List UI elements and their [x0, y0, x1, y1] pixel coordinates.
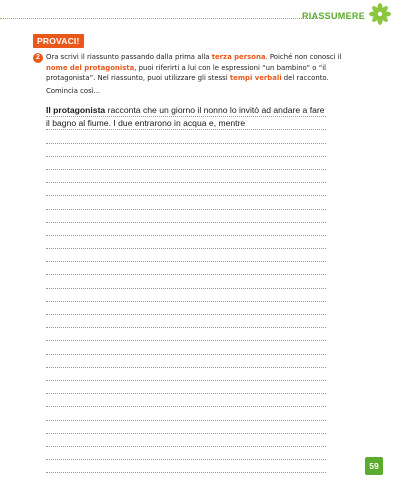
answer-line[interactable]: [46, 289, 326, 302]
answer-line[interactable]: [46, 130, 326, 143]
answer-line[interactable]: [46, 262, 326, 275]
answer-line[interactable]: [46, 183, 326, 196]
answer-line[interactable]: [46, 460, 326, 473]
answer-line[interactable]: [46, 249, 326, 262]
answer-line[interactable]: [46, 275, 326, 288]
answer-line[interactable]: [46, 421, 326, 434]
provaci-badge: PROVACI!: [33, 34, 84, 48]
leaf-icon: [369, 3, 391, 25]
answer-line[interactable]: [46, 315, 326, 328]
begin-prompt: Comincia così...: [46, 87, 101, 95]
answer-line[interactable]: [46, 157, 326, 170]
answer-line[interactable]: [46, 447, 326, 460]
answer-line[interactable]: Il protagonista racconta che un giorno il nonno lo invitò ad andare a fare: [46, 104, 326, 117]
header-dotted-rule: [0, 18, 318, 19]
exercise-number: 2: [33, 53, 43, 63]
answer-line[interactable]: [46, 407, 326, 420]
answer-line[interactable]: [46, 434, 326, 447]
answer-line[interactable]: [46, 381, 326, 394]
answer-line[interactable]: [46, 210, 326, 223]
answer-line[interactable]: il bagno al fiume. I due entrarono in acqua e, mentre: [46, 117, 326, 130]
answer-line[interactable]: [46, 223, 326, 236]
answer-line[interactable]: [46, 144, 326, 157]
page-number: 59: [365, 457, 383, 475]
answer-line[interactable]: [46, 196, 326, 209]
answer-line[interactable]: [46, 328, 326, 341]
answer-line[interactable]: [46, 368, 326, 381]
section-title: RIASSUMERE: [301, 11, 365, 21]
exercise-instructions: Ora scrivi il riassunto passando dalla prima alla terza persona. Poiché non conosci il nome del protagonista, puoi riferirti a lui con le espressioni “un bambino” o “il protagonista”. Nel riassunto, puoi utilizzare gli stessi tempi verbali del racconto.: [46, 53, 342, 82]
answer-line[interactable]: [46, 394, 326, 407]
answer-lines[interactable]: [46, 104, 326, 473]
answer-line[interactable]: [46, 302, 326, 315]
answer-line[interactable]: [46, 170, 326, 183]
answer-line[interactable]: [46, 355, 326, 368]
answer-line[interactable]: [46, 341, 326, 354]
answer-line[interactable]: [46, 236, 326, 249]
